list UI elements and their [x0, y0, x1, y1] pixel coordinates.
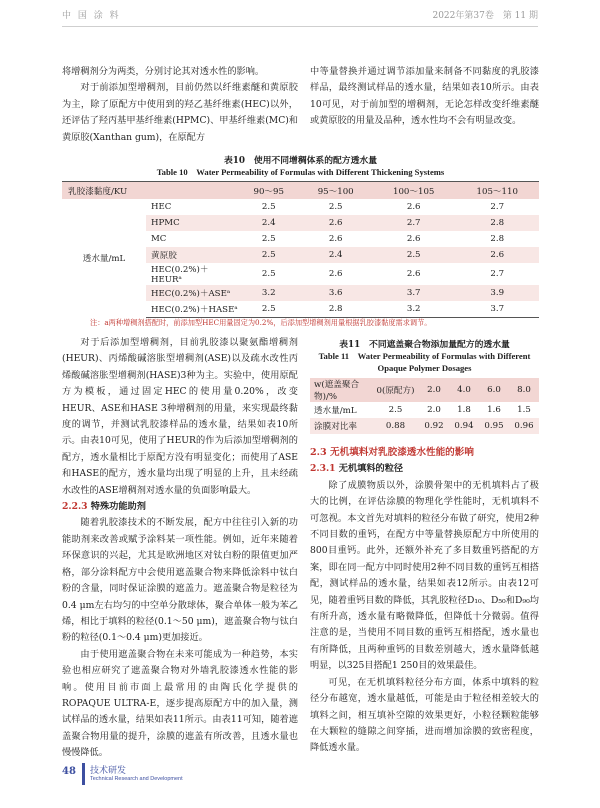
table10-cell: 2.5: [261, 202, 276, 212]
table11-cell: 0.96: [509, 418, 539, 434]
footer-section-en: Technical Research and Development: [90, 776, 183, 782]
table10: [62, 181, 539, 318]
table11-cell: 1.8: [457, 405, 471, 415]
issue-info: 2022年第37卷 第 11 期: [432, 11, 538, 21]
table11-cell: 0.95: [479, 418, 509, 434]
table10-note: 注：a两种增稠剂搭配时，前添加型HEC用量固定为0.2%，后添加型增稠剂用量根据乳胶漆黏度需求调节。: [90, 318, 432, 327]
table10-cell: 2.6: [406, 202, 421, 212]
table11-row-label: 透水量/mL: [314, 406, 357, 416]
table10-row-name: HEC: [151, 202, 172, 212]
table10-caption-en: Table 10 Water Permeability of Formulas with Different Thickening Systems: [156, 167, 445, 177]
table10-cell: 2.5: [261, 234, 276, 244]
table10-row-name: MC: [151, 234, 167, 244]
heading-title: 特殊功能助剂: [90, 501, 146, 513]
table10-cell: 2.6: [406, 234, 421, 244]
table10-cell: 2.7: [490, 202, 505, 212]
table10-row-name: HEC(0.2%)＋HASEᵃ: [146, 301, 238, 318]
table10-row-name: HEC(0.2%)＋ASEᵃ: [146, 285, 238, 301]
heading-number: 2.3: [310, 447, 327, 458]
intro-right-paragraph: 中等量替换并通过调节添加量来制备不同黏度的乳胶漆样品，最终测试样品的透水量，结果如表10所示。由表10可见，对于前加型的增稠剂，无论怎样改变纤维素醚或黄原胶的用量及品种，透水性均不会有明显改变。: [310, 66, 539, 127]
table-row: [62, 199, 539, 215]
table10-cell: 2.5: [328, 202, 343, 212]
table10-cell: 2.8: [455, 215, 539, 231]
table11-row-label: 涂膜对比率: [310, 418, 372, 434]
table10-head-label: 乳胶漆黏度/KU: [62, 182, 238, 200]
table10-cell: 2.6: [455, 247, 539, 263]
table10-range: 105～110: [455, 182, 539, 200]
table10-range: 95～100: [299, 182, 371, 200]
table10-cell: 3.9: [455, 285, 539, 301]
table10-cell: 3.2: [238, 285, 299, 301]
table11-cell: 2.5: [388, 405, 403, 415]
table11: [310, 378, 539, 434]
table10-cell: 2.6: [299, 215, 371, 231]
footer-section-cn: 技术研发: [90, 766, 127, 776]
table10-cell: 2.5: [238, 301, 299, 318]
heading-title: 无机填料对乳胶漆透水性能的影响: [330, 447, 474, 458]
intro-line: 将增稠剂分为两类，分别讨论其对透水性的影响。: [62, 66, 265, 77]
table10-range: 90～95: [238, 182, 299, 200]
table10-group-label: 透水量/mL: [82, 254, 126, 265]
table11-dosage: 2.0: [419, 378, 449, 402]
section-heading-2-3: [310, 445, 539, 461]
table11-caption-cn: 表11 不同遮盖聚合物添加量配方的透水量: [339, 340, 510, 350]
table10-cell: 2.8: [299, 301, 371, 318]
table11-dosage: 4.0: [449, 378, 479, 402]
table10-cell: 3.7: [372, 285, 456, 301]
section-heading-2-2-3: [62, 499, 298, 515]
intro-left-column: [62, 64, 298, 146]
table10-header-row: [62, 182, 539, 200]
page-number: 48: [62, 766, 76, 777]
intro-right-column: [310, 64, 539, 130]
paragraph: 除了成膜物质以外，涂膜骨架中的无机填料占了极大的比例，在评估涂膜的物理化学性能时，无机填料不可忽视。本文首先对填料的粒径分布做了研究，使用2种不同目数的重钙，在配方中等量替换原配方中所使用的800目重钙。此外，还额外补充了多目数重钙搭配的方案，即在同一配方中同时使用2种不同目数的重钙互相搭配，测试样品的透水量，结果如表12所示。由表12可见，随着重钙目数的降低，其乳胶粒径D₁₀、D₅₀和D₉₀均有所升高，透水量有略微降低，但降低十分微弱。值得注意的是，当使用不同目数的重钙互相搭配，透水量也有所降低，且两种重钙的目数差别越大，透水量降低越明显，以325目搭配1 250目的效果最佳。: [310, 479, 539, 672]
table10-cell: 3.2: [372, 301, 456, 318]
table10-row-name: 黄原胶: [146, 247, 238, 263]
table11-header-row: [310, 378, 539, 402]
table11-cell: 1.5: [517, 405, 531, 415]
table10-cell: 2.4: [238, 215, 299, 231]
table11-cell: 0.92: [419, 418, 449, 434]
table10-caption-cn: 表10 使用不同增稠体系的配方透水量: [224, 156, 377, 166]
lower-right-column: [310, 445, 539, 757]
table-row: [310, 418, 539, 434]
table10-cell: 3.6: [299, 285, 371, 301]
table11-head-label: w(遮盖聚合物)/%: [310, 378, 372, 402]
lower-left-column: [62, 335, 298, 762]
table10-cell: 2.6: [328, 234, 343, 244]
table11-caption-en: Table 11 Water Permeability of Formulas with Different Opaque Polymer Dosages: [318, 351, 531, 373]
paragraph: 可见，在无机填料粒径分布方面，体系中填料的粒径分布越宽，透水量越低，可能是由于粒径相差较大的填料之间，相互填补空隙的效果更好，小粒径颗粒能够在大颗粒的缝隙之间穿插，进而增加涂膜的致密程度，降低透水量。: [310, 676, 539, 754]
paragraph: 对于后添加型增稠剂，目前乳胶漆以聚氨酯增稠剂(HEUR)、丙烯酸碱溶胀型增稠剂(ASE)以及疏水改性丙烯酸碱溶胀型增稠剂(HASE)3种为主。实验中，使用原配方为模板，通过固定HEC的使用量0.20%，改变HEUR、ASE和HASE 3种增稠剂的用量，来实现最终黏度的调节，并测试乳胶漆样品的透水量，结果如表10所示。由表10可见，使用了HEUR的作为后添加型增稠剂的配方，透水量相比于原配方没有明显变化；而使用了ASE和HASE的配方，透水量均出现了明显的上升，且未经疏水改性的ASE增稠剂对透水量的负面影响最大。: [62, 337, 298, 496]
table10-cell: 2.6: [328, 269, 343, 279]
table-row: [310, 402, 539, 418]
table11-cell: 1.6: [487, 405, 501, 415]
heading-number: 2.2.3: [62, 501, 88, 513]
table10-cell: 2.8: [490, 234, 505, 244]
table11-dosage: 8.0: [509, 378, 539, 402]
header-rule: [62, 26, 538, 27]
table10-row-name: HEC(0.2%)＋HEURᵃ: [151, 265, 209, 285]
table10-cell: 2.5: [372, 247, 456, 263]
table10-row-name: HPMC: [146, 215, 238, 231]
intro-paragraph: 对于前添加型增稠剂，目前仍然以纤维素醚和黄原胶为主，除了原配方中使用到的羟乙基纤维素(HEC)以外，还评估了羟丙基甲基纤维素(HPMC)、甲基纤维素(MC)和黄原胶(Xanthan gum)，在原配方: [62, 82, 298, 143]
table11-dosage: 0(原配方): [372, 378, 419, 402]
paragraph: 由于使用遮盖聚合物在未来可能成为一种趋势，本实验也相应研究了遮盖聚合物对外墙乳胶漆透水性能的影响。使用目前市面上最常用的由陶氏化学提供的ROPAQUE ULTRA-E，逐步提高原配方中的加入量，测试样品的透水量，结果如表11所示。由表11可知，随着遮盖聚合物用量的提升，涂膜的遮盖有所改善，且透水量也慢慢降低。: [62, 648, 298, 759]
table10-cell: 2.6: [406, 269, 421, 279]
paragraph: 随着乳胶漆技术的不断发展，配方中往往引入新的功能助剂来改善或赋予涂料某一项性能。例如，近年来随着环保意识的兴起，尤其是欧洲地区对钛白粉的限值更加严格，部分涂料配方中会使用遮盖聚合物来降低涂料中钛白粉的含量，同时保证涂膜的遮盖力。遮盖聚合物是粒径为0.4 μm左右均匀的中空单分散球体，聚合单体一般为苯乙烯，相比于填料的粒径(0.1～50 μm)，遮盖聚合物与钛白粉的粒径(0.1～0.4 μm)更加接近。: [62, 517, 298, 644]
heading-title: 无机填料的粒径: [338, 463, 404, 475]
table10-cell: 3.7: [455, 301, 539, 318]
heading-number: 2.3.1: [310, 463, 336, 475]
table10-cell: 2.4: [299, 247, 371, 263]
journal-name: 中 国 涂 料: [62, 11, 121, 21]
table11-dosage: 6.0: [479, 378, 509, 402]
table10-cell: 2.7: [372, 215, 456, 231]
table10-range: 100～105: [372, 182, 456, 200]
table11-cell: 2.0: [427, 405, 441, 415]
table10-cell: 2.5: [238, 247, 299, 263]
section-heading-2-3-1: [310, 461, 539, 477]
table10-cell: 2.5: [261, 269, 276, 279]
table11-cell: 0.88: [372, 418, 419, 434]
footer-bar: [82, 763, 85, 785]
table11-cell: 0.94: [449, 418, 479, 434]
table10-cell: 2.7: [490, 269, 505, 279]
